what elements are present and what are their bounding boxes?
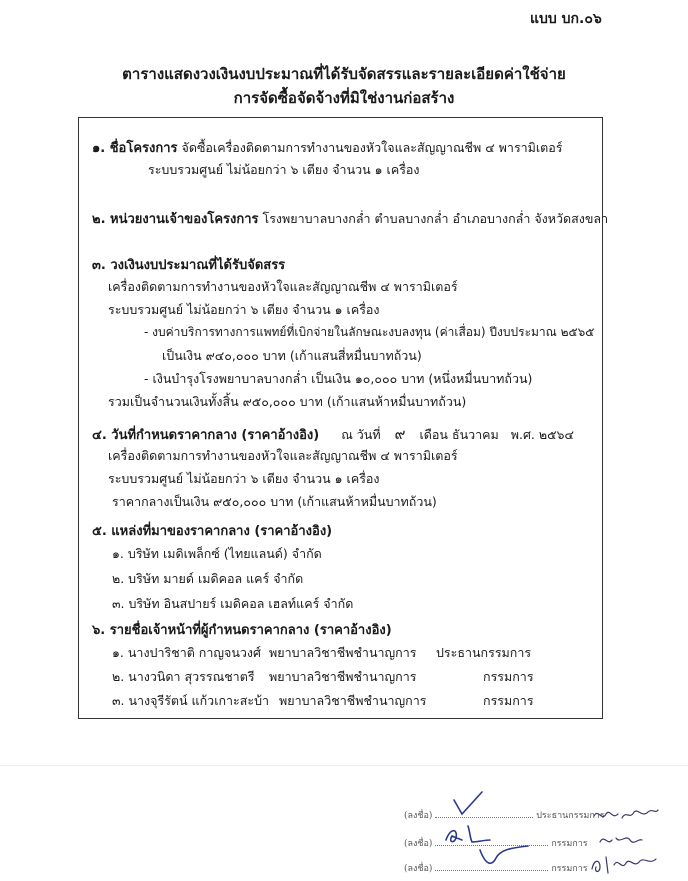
sign-label-3: (ลงชื่อ) [404, 864, 433, 874]
owner-agency: โรงพยาบาลบางกล่ำ ตำบลบางกล่ำ อำเภอบางกล่ำ จังหวัดสงขลา [262, 211, 609, 226]
budget-source-1: - งบค่าบริการทางการแพทย์ที่เบิกจ่ายในลักษณะงบลงทุน (ค่าเสื่อม) ปีงบประมาณ ๒๕๖๕ [144, 325, 595, 339]
section-5-heading: ๕. แหล่งที่มาของราคากลาง (ราคาอ้างอิง) [92, 524, 333, 539]
budget-item-line2: ระบบรวมศูนย์ ไม่น้อยกว่า ๖ เตียง จำนวน ๑ เครื่อง [108, 302, 380, 317]
date-day: ๙ [394, 425, 406, 443]
committee-member-2-role: กรรมการ [483, 669, 534, 684]
section-1 [92, 137, 563, 158]
signature-mark-1 [448, 790, 488, 818]
budget-item-line1: เครื่องติดตามการทำงานของหัวใจและสัญญาณชีพ ๔ พารามิเตอร์ [108, 279, 458, 294]
reference-item-line2: ระบบรวมศูนย์ ไม่น้อยกว่า ๖ เตียง จำนวน ๑ เครื่อง [108, 471, 380, 486]
signature-role-2: กรรมการ [551, 839, 588, 849]
section-1-heading: ๑. ชื่อโครงการ [92, 141, 178, 156]
reference-price: ราคากลางเป็นเงิน ๙๕๐,๐๐๐ บาท (เก้าแสนห้าหมื่นบาทถ้วน) [112, 494, 437, 509]
price-source-1: ๑. บริษัท เมดิเพล็กซ์ (ไทยแลนด์) จำกัด [112, 546, 322, 561]
date-prefix: ณ วันที่ [341, 427, 381, 442]
signature-row-1 [404, 808, 605, 822]
budget-source-2: - เงินบำรุงโรงพยาบาลบางกล่ำ เป็นเงิน ๑๐,๐๐๐ บาท (หนึ่งหมื่นบาทถ้วน) [144, 371, 533, 386]
handwritten-initials-3 [588, 851, 662, 879]
section-3-heading: ๓. วงเงินงบประมาณที่ได้รับจัดสรร [92, 258, 286, 273]
price-source-2: ๒. บริษัท มายด์ เมดิคอล แคร์ จำกัด [112, 571, 304, 586]
reference-item-line1: เครื่องติดตามการทำงานของหัวใจและสัญญาณชีพ ๔ พารามิเตอร์ [108, 448, 458, 463]
signature-role-1: ประธานกรรมการ [536, 811, 605, 821]
document-subtitle: การจัดซื้อจัดจ้างที่มิใช่งานก่อสร้าง [233, 89, 455, 107]
project-name: จัดซื้อเครื่องติดตามการทำงานของหัวใจและสัญญาณชีพ ๔ พารามิเตอร์ [181, 140, 563, 155]
sign-label-2: (ลงชื่อ) [404, 839, 433, 849]
project-name-line2: ระบบรวมศูนย์ ไม่น้อยกว่า ๖ เตียง จำนวน ๑ เครื่อง [148, 162, 420, 177]
section-4-heading: ๔. วันที่กำหนดราคากลาง (ราคาอ้างอิง) [92, 428, 320, 443]
committee-member-1-role: ประธานกรรมการ [436, 645, 532, 660]
form-code: แบบ บก.๐๖ [530, 11, 602, 27]
section-2 [92, 208, 608, 229]
committee-member-3-position: พยาบาลวิชาชีพชำนาญการ [279, 693, 427, 708]
date-month: เดือน ธันวาคม [419, 427, 499, 442]
price-source-3: ๓. บริษัท อินสปายร์ เมดิคอล เฮลท์แคร์ จำกัด [112, 596, 354, 611]
section-4 [92, 422, 574, 446]
signature-role-3: กรรมการ [551, 864, 588, 874]
section-2-heading: ๒. หน่วยงานเจ้าของโครงการ [92, 212, 259, 227]
budget-source-1-amount: เป็นเงิน ๙๔๐,๐๐๐ บาท (เก้าแสนสี่หมื่นบาทถ้วน) [162, 348, 422, 363]
signature-line-3 [435, 870, 548, 871]
handwritten-initials-1 [590, 800, 662, 828]
sign-label-1: (ลงชื่อ) [404, 811, 433, 821]
date-year: พ.ศ. ๒๕๖๔ [510, 427, 574, 442]
committee-member-3-name: ๓. นางจุรีรัตน์ แก้วเกาะสะบ้า [112, 693, 270, 708]
committee-member-1-name: ๑. นางปาริชาติ กาญจนวงศ์ [112, 645, 261, 660]
committee-member-1-position: พยาบาลวิชาชีพชำนาญการ [269, 645, 417, 660]
committee-member-3-role: กรรมการ [483, 693, 534, 708]
signature-mark-3 [476, 842, 534, 870]
section-6-heading: ๖. รายชื่อเจ้าหน้าที่ผู้กำหนดราคากลาง (ราคาอ้างอิง) [92, 623, 392, 638]
page-divider [0, 765, 688, 766]
committee-member-2-position: พยาบาลวิชาชีพชำนาญการ [269, 669, 417, 684]
document-title: ตารางแสดงวงเงินงบประมาณที่ได้รับจัดสรรและรายละเอียดค่าใช้จ่าย [122, 65, 566, 83]
committee-member-2-name: ๒. นางวนิดา สุวรรณชาตรี [112, 669, 255, 684]
budget-total: รวมเป็นจำนวนเงินทั้งสิ้น ๙๕๐,๐๐๐ บาท (เก้าแสนห้าหมื่นบาทถ้วน) [108, 394, 467, 409]
handwritten-initials-2 [596, 828, 648, 852]
